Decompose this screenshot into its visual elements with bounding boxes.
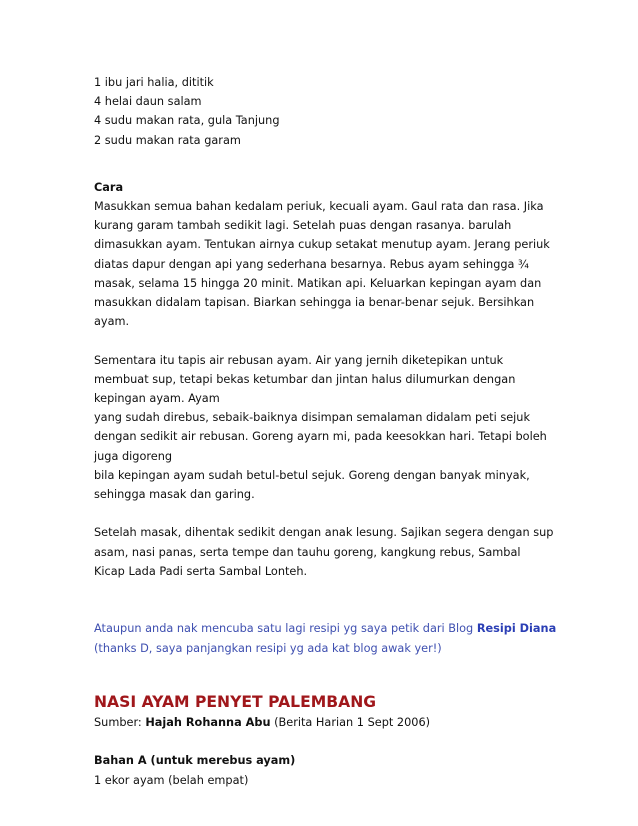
ingredient-item: 4 sudu makan rata, gula Tanjung bbox=[94, 114, 280, 128]
paragraph-line: kepingan ayam. Ayam bbox=[94, 392, 220, 406]
paragraph-line: dengan sedikit air rebusan. Goreng ayarn mi, pada keesokkan hari. Tetapi boleh bbox=[94, 430, 547, 444]
paragraph-line: membuat sup, tetapi bekas ketumbar dan jintan halus dilumurkan dengan bbox=[94, 372, 516, 386]
paragraph-line: diatas dapur dengan api yang sederhana besarnya. Rebus ayam sehingga ¾ bbox=[94, 257, 530, 271]
ingredient-list bbox=[94, 73, 564, 150]
source-reference: (Berita Harian 1 Sept 2006) bbox=[270, 716, 431, 730]
recipe-title: NASI AYAM PENYET PALEMBANG bbox=[94, 693, 377, 712]
ingredient-item: 1 ekor ayam (belah empat) bbox=[94, 773, 249, 787]
paragraph-line: asam, nasi panas, serta tempe dan tauhu goreng, kangkung rebus, Sambal bbox=[94, 545, 521, 559]
paragraph-line: Sementara itu tapis air rebusan ayam. Air yang jernih diketepikan untuk bbox=[94, 353, 504, 367]
bahan-a-heading: Bahan A (untuk merebus ayam) bbox=[94, 754, 296, 768]
note-text: (thanks D, saya panjangkan resipi yg ada kat blog awak yer!) bbox=[94, 641, 442, 655]
paragraph-line: masukkan didalam tapisan. Biarkan sehingga ia benar-benar sejuk. Bersihkan bbox=[94, 296, 535, 310]
source-line bbox=[94, 713, 564, 732]
paragraph-line: Setelah masak, dihentak sedikit dengan anak lesung. Sajikan segera dengan sup bbox=[94, 526, 554, 540]
paragraph-line: Kicap Lada Padi serta Sambal Lonteh. bbox=[94, 564, 308, 578]
paragraph-line: bila kepingan ayam sudah betul-betul sejuk. Goreng dengan banyak minyak, bbox=[94, 468, 530, 482]
ingredient-item: 4 helai daun salam bbox=[94, 95, 202, 109]
note-text: Ataupun anda nak mencuba satu lagi resipi yg saya petik dari Blog bbox=[94, 622, 477, 636]
paragraph-line: juga digoreng bbox=[94, 449, 173, 463]
ingredient-item: 1 ibu jari halia, dititik bbox=[94, 76, 214, 89]
method-paragraph-1 bbox=[94, 197, 564, 331]
paragraph-line: masak, selama 15 hingga 20 minit. Matikan api. Keluarkan kepingan ayam dan bbox=[94, 276, 542, 290]
cara-heading: Cara bbox=[94, 180, 124, 194]
paragraph-line: yang sudah direbus, sebaik-baiknya disimpan semalaman didalam peti sejuk bbox=[94, 411, 530, 425]
source-author: Hajah Rohanna Abu bbox=[145, 716, 271, 730]
blog-note bbox=[94, 619, 564, 657]
document-page bbox=[94, 73, 564, 790]
paragraph-line: kurang garam tambah sedikit lagi. Setelah puas dengan rasanya. barulah bbox=[94, 219, 512, 233]
ingredient-item: 2 sudu makan rata garam bbox=[94, 133, 241, 147]
resipi-diana-link[interactable]: Resipi Diana bbox=[476, 622, 557, 636]
paragraph-line: dimasukkan ayam. Tentukan airnya cukup setakat menutup ayam. Jerang periuk bbox=[94, 238, 550, 252]
source-label: Sumber: bbox=[94, 716, 146, 730]
paragraph-line: sehingga masak dan garing. bbox=[94, 488, 255, 502]
paragraph-line: ayam. bbox=[94, 315, 130, 329]
method-paragraph-2 bbox=[94, 351, 564, 505]
method-paragraph-3 bbox=[94, 523, 564, 581]
paragraph-line: Masukkan semua bahan kedalam periuk, kecuali ayam. Gaul rata dan rasa. Jika bbox=[94, 200, 544, 214]
